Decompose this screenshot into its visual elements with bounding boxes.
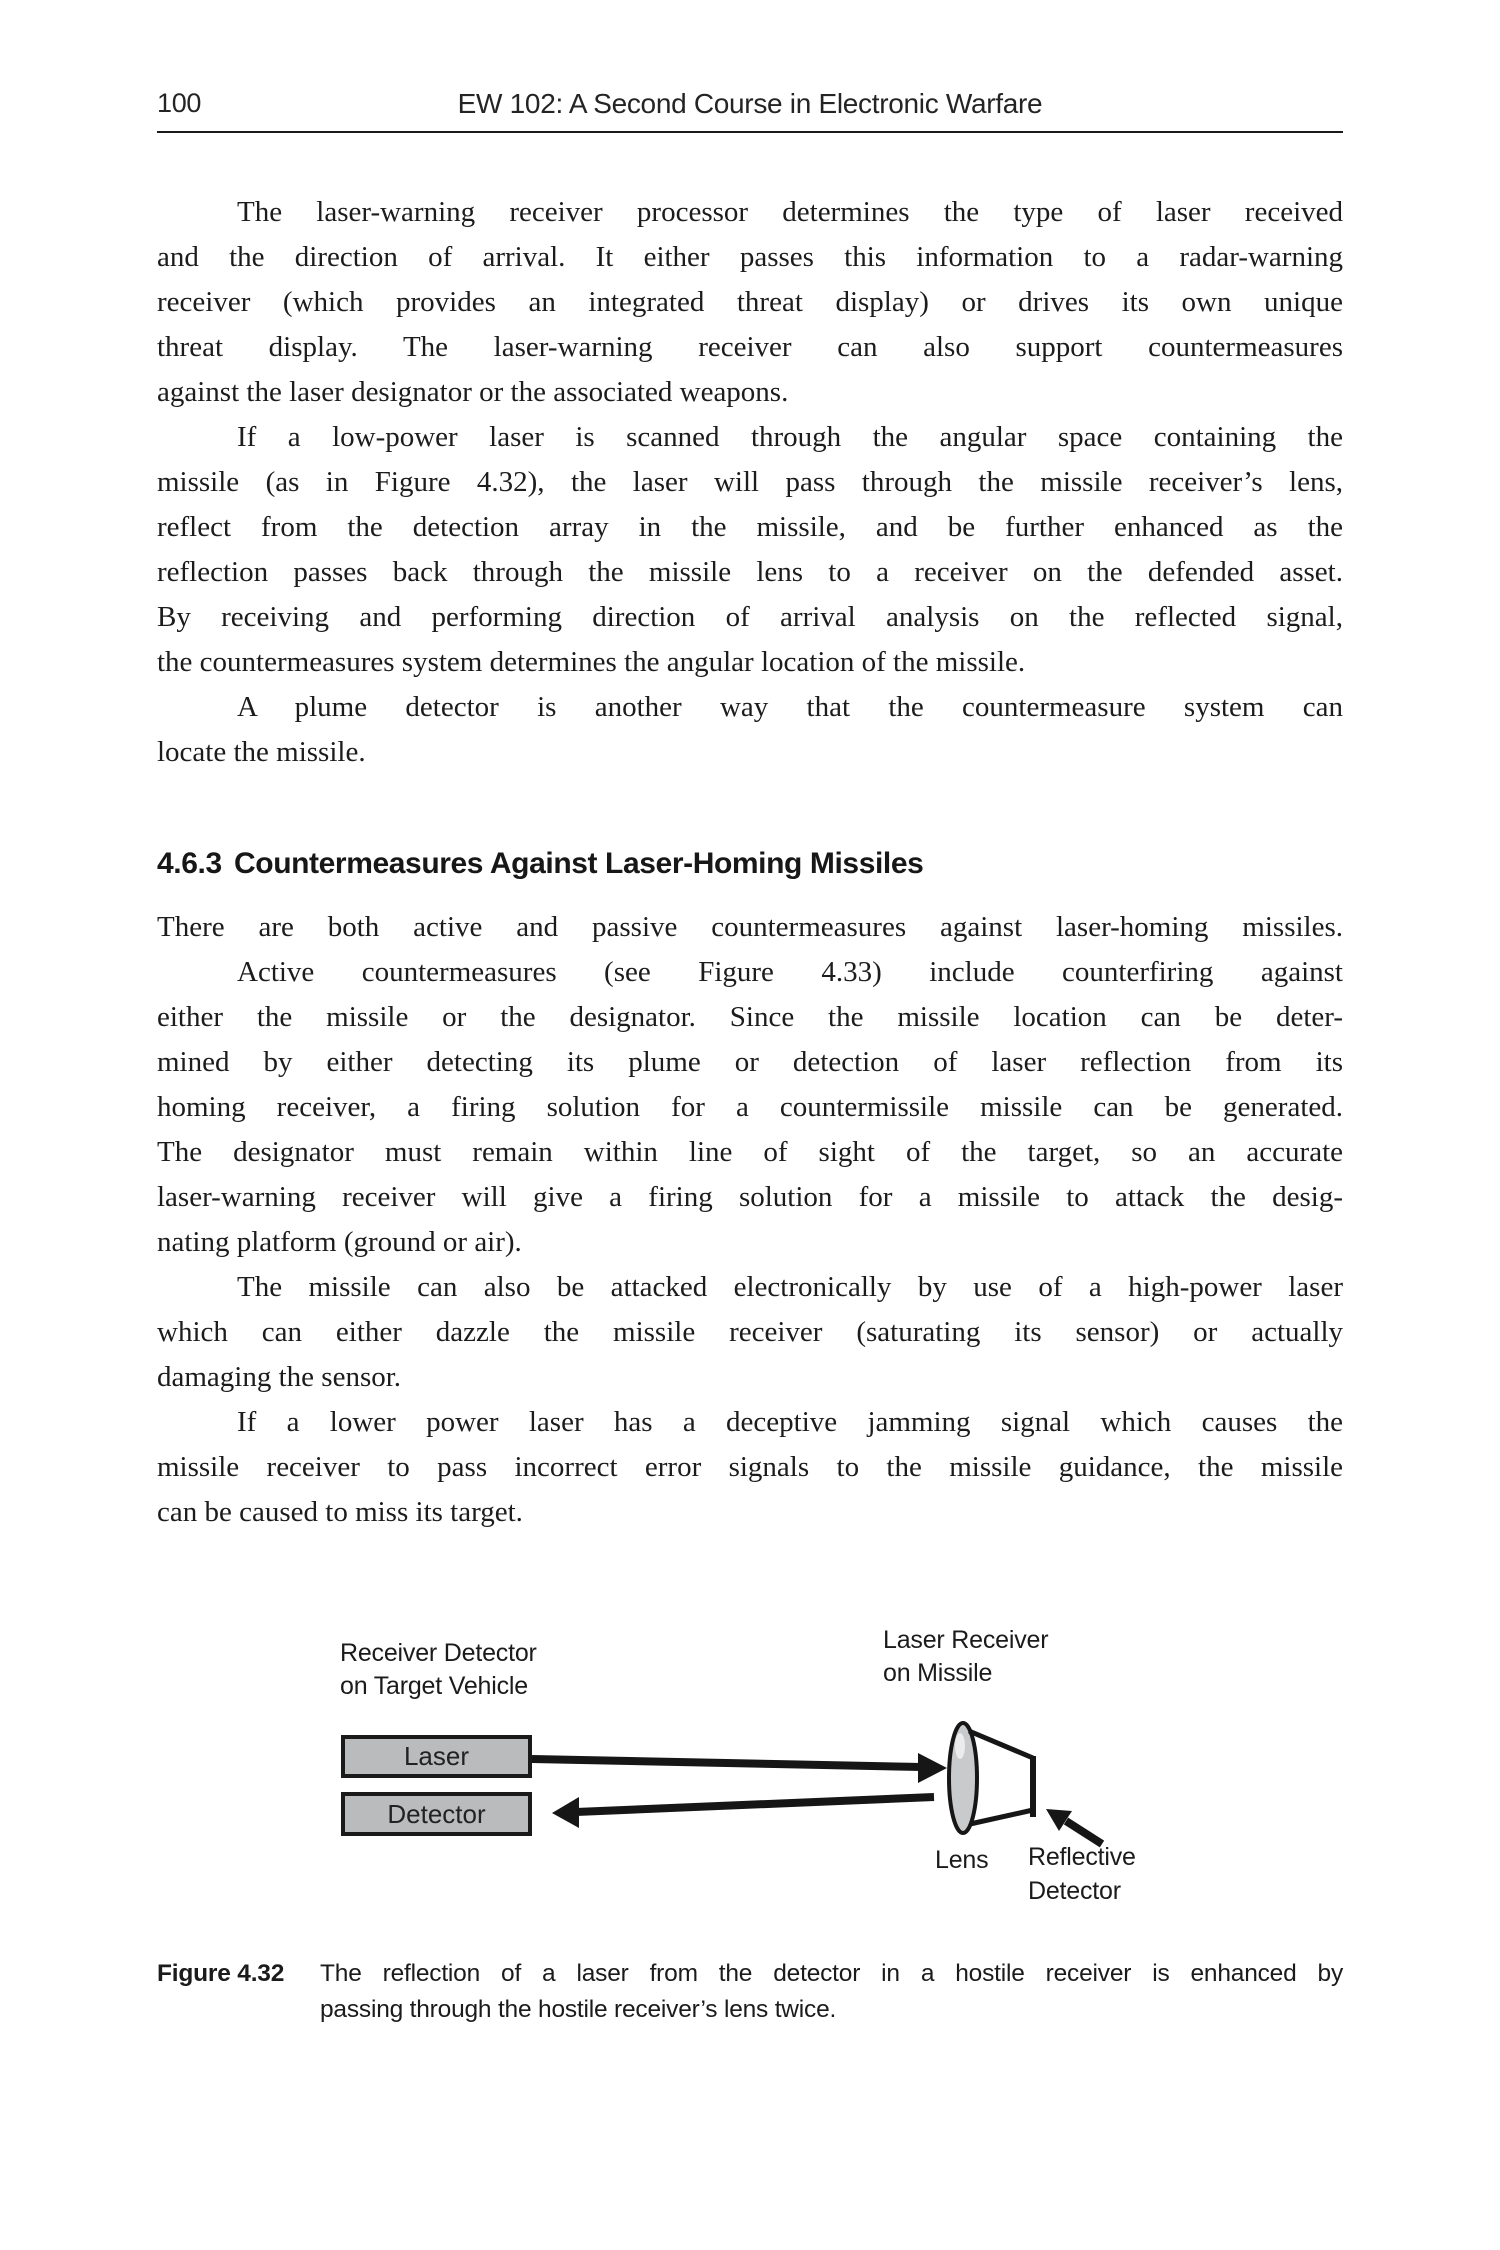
section-heading [157,845,1343,883]
text-line: A plume detector is another way that the countermeasure system can [237,691,1343,723]
reflected-beam-arrowhead [552,1797,579,1828]
paragraph-2 [157,415,1343,685]
lens-highlight [955,1733,965,1759]
laser-beam-line [532,1759,922,1767]
lens-label: Lens [935,1846,989,1874]
header-rule [157,131,1343,133]
paragraph-3 [157,685,1343,775]
text-line: the countermeasures system determines the angular location of the missile. [157,646,1026,678]
paragraph-5 [157,950,1343,1265]
text-line: The laser-warning receiver processor determines the type of laser received [237,196,1343,228]
text-line: If a low-power laser is scanned through the angular space containing the [237,421,1343,453]
section-title: Countermeasures Against Laser-Homing Missiles [234,847,924,880]
missile-receiver-label-line2: on Missile [883,1659,993,1687]
page-number: 100 [157,88,202,118]
detector-box-label: Detector [387,1798,486,1829]
caption-line: passing through the hostile receiver’s lens twice. [320,1996,837,2023]
text-line: can be caused to miss its target. [157,1496,523,1528]
paragraph-6 [157,1265,1343,1400]
text-line: reflection passes back through the missile lens to a receiver on the defended asset. [157,556,1343,588]
text-line: against the laser designator or the associated weapons. [157,376,789,408]
laser-beam-arrowhead [918,1753,947,1783]
text-line: Active countermeasures (see Figure 4.33) include counterfiring against [237,956,1343,988]
text-line: missile receiver to pass incorrect error signals to the missile guidance, the missile [157,1451,1343,1483]
text-line: There are both active and passive countermeasures against laser-homing missiles. [157,911,1343,943]
text-line: laser-warning receiver will give a firing solution for a missile to attack the desig- [157,1181,1343,1213]
paragraph-1 [157,190,1343,415]
paragraph-4 [157,905,1343,950]
running-title: EW 102: A Second Course in Electronic Warfare [457,88,1043,119]
target-vehicle-label-line2: on Target Vehicle [340,1672,528,1700]
cone-line-top [969,1731,1033,1758]
text-line: receiver (which provides an integrated threat display) or drives its own unique [157,286,1343,318]
caption-line: The reflection of a laser from the detector in a hostile receiver is enhanced by [320,1960,1343,1987]
text-line: The missile can also be attacked electronically by use of a high-power laser [237,1271,1343,1303]
text-line: homing receiver, a firing solution for a countermissile missile can be generated. [157,1091,1343,1123]
text-line: either the missile or the designator. Since the missile location can be deter- [157,1001,1343,1033]
reflective-detector-label [1028,1840,1136,1908]
text-line: damaging the sensor. [157,1361,402,1393]
text-line: mined by either detecting its plume or detection of laser reflection from its [157,1046,1343,1078]
text-line: which can either dazzle the missile receiver (saturating its sensor) or actually [157,1316,1343,1348]
text-line: locate the missile. [157,736,366,768]
target-vehicle-label-line1: Receiver Detector [340,1639,537,1667]
text-line: nating platform (ground or air). [157,1226,522,1258]
reflected-beam-line [576,1797,934,1812]
text-line: threat display. The laser-warning receiver can also support countermeasures [157,331,1343,363]
text-line: By receiving and performing direction of arrival analysis on the reflected signal, [157,601,1343,633]
missile-receiver-label-line1: Laser Receiver [883,1626,1049,1654]
reflective-detector-label-line2: Detector [1028,1877,1121,1905]
figure-caption-text [320,1956,1343,2028]
cone-line-bottom [970,1810,1033,1824]
reflective-detector-label-line1: Reflective [1028,1843,1136,1871]
paragraph-7 [157,1400,1343,1535]
text-line: and the direction of arrival. It either passes this information to a radar-warning [157,241,1343,273]
laser-box-label: Laser [403,1741,470,1771]
text-line: If a lower power laser has a deceptive jamming signal which causes the [237,1406,1343,1438]
text-line: missile (as in Figure 4.32), the laser will pass through the missile receiver’s lens, [157,466,1343,498]
text-line: The designator must remain within line of sight of the target, so an accurate [157,1136,1343,1168]
section-number: 4.6.3 [157,847,222,880]
detector-bar [1030,1756,1036,1817]
text-line: reflect from the detection array in the missile, and be further enhanced as the [157,511,1343,543]
figure-caption-label: Figure 4.32 [157,1960,285,1987]
page-header [157,88,1343,118]
